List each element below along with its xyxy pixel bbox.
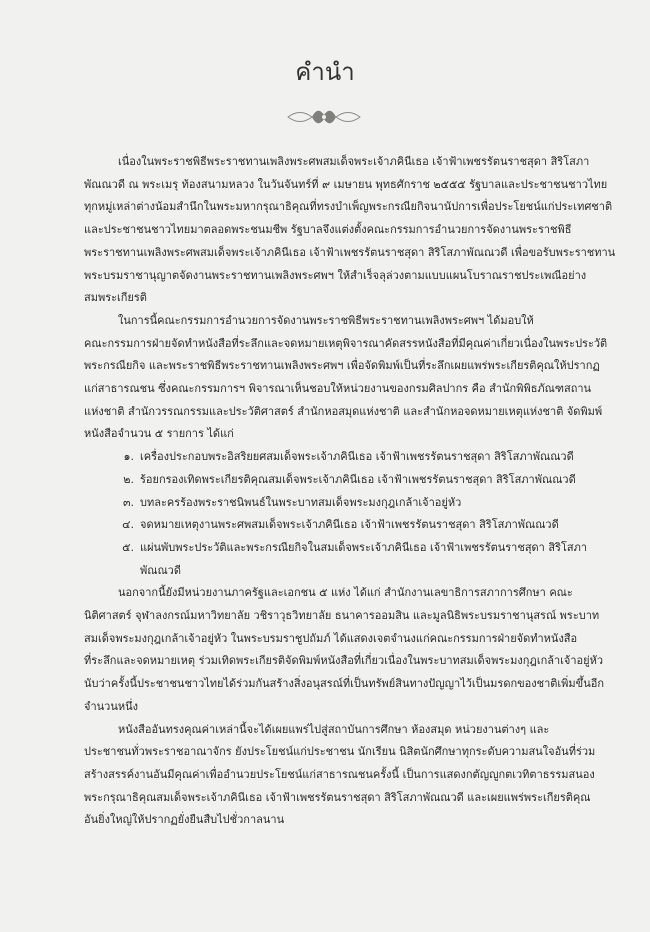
list-number: ๓. — [122, 495, 134, 509]
paragraph-1: เนื่องในพระราชพิธีพระราชทานเพลิงพระศพสมเด็จพระเจ้าภคินีเธอ เจ้าฟ้าเพชรรัตนราชสุดา สิริโสภา พัณณวดี ณ พระเมรุ ท้องสนามหลวง ในวันจันทร์ที่ ๙ เมษายน พุทธศักราช ๒๕๕๕ รัฐบาลและประชาชนชาวไทย ทุกหมู่เหล่าต่างน้อมสำนึกในพระมหากรุณาธิคุณที่ทรงบำเพ็ญพระกรณียกิจนานัปการเพื่อประโยชน์แก่ประเทศชาติ และประชาชนชาวไทยมาตลอดพระชนมชีพ รัฐบาลจึงแต่งตั้งคณะกรรมการอำนวยการจัดงานพระราชพิธี พระราชทานเพลิงพระศพสมเด็จพระเจ้าภคินีเธอ เจ้าฟ้าเพชรรัตนราชสุดา สิริโสภาพัณณวดี เพื่อขอรับพระราชทาน พระบรมราชานุญาตจัดงานพระราชทานเพลิงพระศพฯ ให้สำเร็จลุล่วงตามแบบแผนโบราณราชประเพณีอย่าง สมพระเกียรติ — [84, 155, 616, 305]
page-title: คำนำ — [295, 58, 355, 86]
list-text: บทละครร้องพระราชนิพนธ์ในพระบาทสมเด็จพระมงกุฎเกล้าเจ้าอยู่หัว — [140, 495, 462, 509]
list-item — [84, 446, 642, 469]
list-item — [84, 514, 642, 537]
list-item — [84, 492, 642, 515]
list-text: เครื่องประกอบพระอิสริยยศสมเด็จพระเจ้าภคินีเธอ เจ้าฟ้าเพชรรัตนราชสุดา สิริโสภาพัณณวดี — [140, 450, 574, 464]
paragraph-3: นอกจากนี้ยังมีหน่วยงานภาครัฐและเอกชน ๕ แห่ง ได้แก่ สำนักงานเลขาธิการสภาการศึกษา คณะ นิติศาสตร์ จุฬาลงกรณ์มหาวิทยาลัย วชิราวุธวิทยาลัย ธนาคารออมสิน และมูลนิธิพระบรมราชานุสรณ์ พระบาท สมเด็จพระมงกุฎเกล้าเจ้าอยู่หัว ในพระบรมราชูปถัมภ์ ได้แสดงเจตจำนงแก่คณะกรรมการฝ่ายจัดทำหนังสือ ที่ระลึกและจดหมายเหตุ ร่วมเทิดพระเกียรติจัดพิมพ์หนังสือที่เกี่ยวเนื่องในพระบาทสมเด็จพระมงกุฎเกล้าเจ้าอยู่หัว นับว่าครั้งนี้ประชาชนชาวไทยได้ร่วมกันสร้างสิ่งอนุสรณ์ที่เป็นทรัพย์สินทางปัญญาไว้เป็นมรดกของชาติเพิ่มขึ้นอีก จำนวนหนึ่ง — [84, 586, 604, 713]
list-number: ๕. — [122, 540, 134, 554]
list-number: ๔. — [122, 518, 134, 532]
paragraph-4: หนังสืออันทรงคุณค่าเหล่านี้จะได้เผยแพร่ไปสู่สถาบันการศึกษา ห้องสมุด หน่วยงานต่างๆ และ ประชาชนทั่วพระราชอาณาจักร ยังประโยชน์แก่ประชาชน นักเรียน นิสิตนักศึกษาทุกระดับความสนใจอันที่ร่วม สร้างสรรค์งานอันมีคุณค่าเพื่ออำนวยประโยชน์แก่สาธารณชนครั้งนี้ เป็นการแสดงกตัญญูกตเวทิตาธรรมสนอง พระกรุณาธิคุณสมเด็จพระเจ้าภคินีเธอ เจ้าฟ้าเพชรรัตนราชสุดา สิริโสภาพัณณวดี และเผยแพร่พระเกียรติคุณ อันยิ่งใหญ่ให้ปรากฏยั่งยืนสืบไปชั่วกาลนาน — [84, 722, 596, 827]
list-number: ๑. — [123, 450, 134, 464]
list-text: แผ่นพับพระประวัติและพระกรณียกิจในสมเด็จพระเจ้าภคินีเธอ เจ้าฟ้าเพชรรัตนราชสุดา สิริโสภา พัณณวดี — [140, 540, 588, 577]
list-item — [84, 469, 642, 492]
list-text: จดหมายเหตุงานพระศพสมเด็จพระเจ้าภคินีเธอ เจ้าฟ้าเพชรรัตนราชสุดา สิริโสภาพัณณวดี — [140, 518, 559, 532]
decorative-flourish-icon — [286, 107, 362, 127]
publication-list — [84, 446, 642, 582]
paragraph-2: ในการนี้คณะกรรมการอำนวยการจัดงานพระราชพิธีพระราชทานเพลิงพระศพฯ ได้มอบให้ คณะกรรมการฝ่ายจัดทำหนังสือที่ระลึกและจดหมายเหตุพิจารณาคัดสรรหนังสือที่มีคุณค่าเกี่ยวเนื่องในพระประวัติ พระกรณียกิจ และพระราชพิธีพระราชทานเพลิงพระศพฯ เพื่อจัดพิมพ์เป็นที่ระลึกเผยแพร่พระเกียรติคุณให้ปรากฏ แก่สาธารณชน ซึ่งคณะกรรมการฯ พิจารณาเห็นชอบให้หน่วยงานของกรมศิลปากร คือ สำนักพิพิธภัณฑสถาน แห่งชาติ สำนักวรรณกรรมและประวัติศาสตร์ สำนักหอสมุดแห่งชาติ และสำนักหอจดหมายเหตุแห่งชาติ จัดพิมพ์ หนังสือจำนวน ๕ รายการ ได้แก่ — [84, 313, 608, 441]
list-number: ๒. — [123, 472, 134, 486]
list-text: ร้อยกรองเทิดพระเกียรติคุณสมเด็จพระเจ้าภคินีเธอ เจ้าฟ้าเพชรรัตนราชสุดา สิริโสภาพัณณวดี — [140, 472, 576, 486]
document-body — [84, 151, 642, 832]
list-item — [84, 537, 642, 582]
